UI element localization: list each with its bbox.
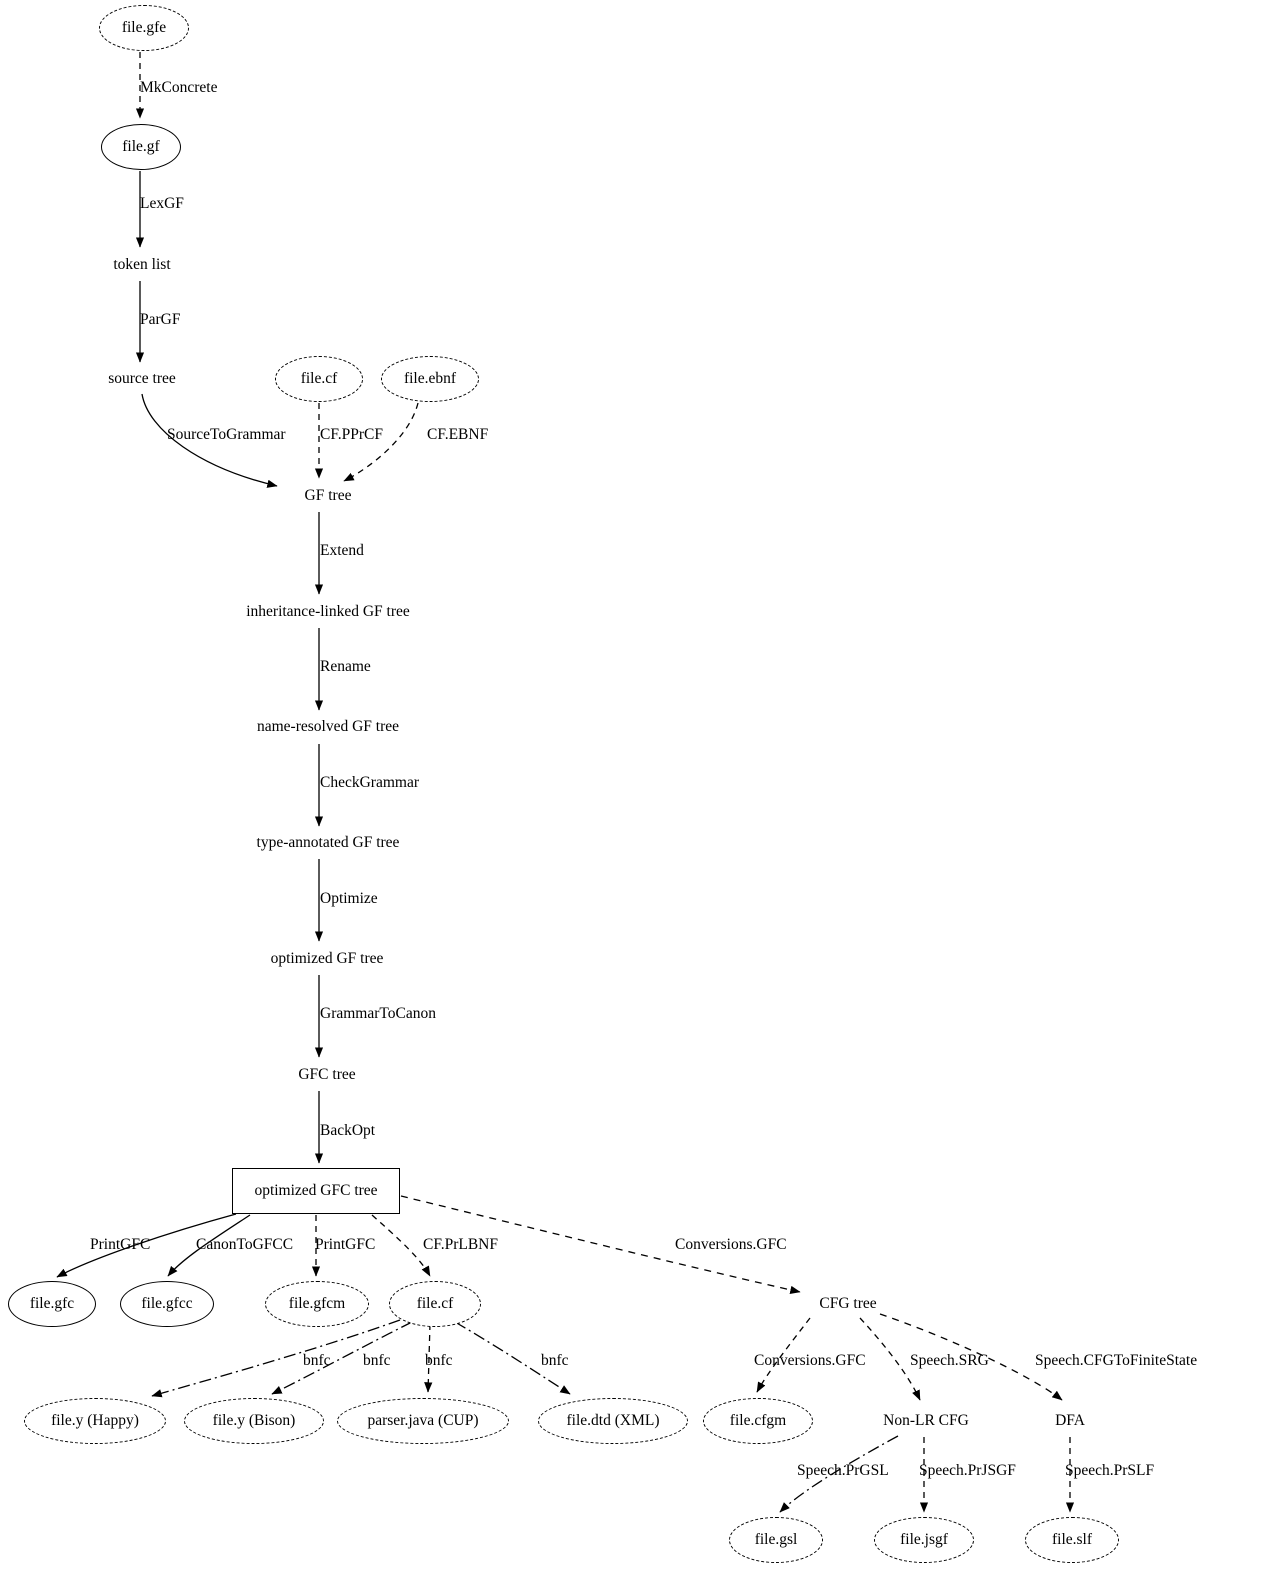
node-cfg-tree: [800, 1292, 896, 1316]
edge-label-speech-prgsl: Speech.PrGSL: [797, 1462, 889, 1479]
node-token-list: [90, 253, 194, 277]
node-label: optimized GFC tree: [254, 1182, 378, 1200]
node-label: file.y (Happy): [51, 1412, 139, 1430]
node-label: inheritance-linked GF tree: [246, 603, 410, 621]
node-label: file.ebnf: [403, 370, 457, 388]
node-label: type-annotated GF tree: [256, 834, 400, 852]
edge-label-bnfc-1: bnfc: [303, 1352, 331, 1369]
node-label: file.dtd (XML): [566, 1412, 660, 1430]
edge-label-sourcetogrammar: SourceToGrammar: [167, 426, 286, 443]
node-label: parser.java (CUP): [367, 1412, 479, 1430]
edge-label-canontogfcc: CanonToGFCC: [196, 1236, 294, 1253]
node-parser-java-cup[interactable]: [337, 1398, 509, 1444]
edge-label-backopt: BackOpt: [320, 1122, 376, 1139]
node-gfc-tree: [277, 1063, 377, 1087]
edge-label-pargf: ParGF: [140, 311, 181, 328]
node-gf-tree: [284, 484, 372, 508]
node-label: file.gfcm: [288, 1295, 346, 1313]
node-label: file.cfgm: [729, 1412, 787, 1430]
edge-label-speech-prjsgf: Speech.PrJSGF: [919, 1462, 1016, 1479]
node-non-lr-cfg: [864, 1409, 988, 1433]
node-file-gfc[interactable]: [8, 1281, 96, 1327]
node-file-gf[interactable]: [101, 124, 181, 170]
edge-label-bnfc-3: bnfc: [425, 1352, 453, 1369]
node-file-jsgf[interactable]: [874, 1517, 974, 1563]
edge-label-conversions-gfc-2: Conversions.GFC: [754, 1352, 866, 1369]
node-file-cfgm[interactable]: [703, 1398, 813, 1444]
node-label: file.cf: [300, 370, 338, 388]
node-label: file.cf: [416, 1295, 454, 1313]
node-file-cf-top[interactable]: [275, 356, 363, 402]
node-optimized-gfc-tree[interactable]: [232, 1168, 400, 1214]
node-file-gfcm[interactable]: [265, 1281, 369, 1327]
node-label: token list: [113, 256, 171, 274]
edge-label-cf-ebnf: CF.EBNF: [427, 426, 489, 443]
edge-label-checkgrammar: CheckGrammar: [320, 774, 419, 791]
edge-cf-prlbnf: [372, 1215, 430, 1276]
node-label: file.y (Bison): [212, 1412, 296, 1430]
node-optimized-gf-tree: [245, 947, 409, 971]
node-label: file.jsgf: [900, 1531, 948, 1549]
node-file-y-bison[interactable]: [184, 1398, 324, 1444]
edge-label-cf-pprcf: CF.PPrCF: [320, 426, 383, 443]
node-label: file.gfc: [29, 1295, 75, 1313]
node-dfa: [1042, 1409, 1098, 1433]
edge-label-mkconcrete: MkConcrete: [140, 79, 218, 96]
node-label: CFG tree: [819, 1295, 877, 1313]
edge-label-extend: Extend: [320, 542, 364, 559]
edge-label-conversions-gfc-1: Conversions.GFC: [675, 1236, 787, 1253]
node-label: file.gfe: [121, 19, 167, 37]
edge-label-bnfc-4: bnfc: [541, 1352, 569, 1369]
node-label: file.gf: [122, 138, 160, 156]
node-label: name-resolved GF tree: [256, 718, 400, 736]
node-label: file.gfcc: [141, 1295, 193, 1313]
edge-label-speech-prslf: Speech.PrSLF: [1065, 1462, 1155, 1479]
node-label: DFA: [1055, 1412, 1085, 1430]
node-file-gfe[interactable]: [99, 5, 189, 51]
node-file-y-happy[interactable]: [24, 1398, 166, 1444]
node-type-annotated-gf-tree: [228, 831, 428, 855]
node-file-gsl[interactable]: [729, 1517, 823, 1563]
node-name-resolved-gf-tree: [228, 715, 428, 739]
edge-bnfc-bison: [272, 1322, 412, 1394]
node-label: file.gsl: [754, 1531, 798, 1549]
node-file-dtd-xml[interactable]: [538, 1398, 688, 1444]
node-file-gfcc[interactable]: [120, 1281, 214, 1327]
node-label: GFC tree: [298, 1066, 356, 1084]
edge-label-printgfc-2: PrintGFC: [315, 1236, 376, 1253]
node-label: Non-LR CFG: [883, 1412, 969, 1430]
node-file-cf-mid[interactable]: [389, 1281, 481, 1327]
edge-label-speech-srg: Speech.SRG: [910, 1352, 989, 1369]
edge-label-rename: Rename: [320, 658, 371, 675]
node-source-tree: [86, 367, 198, 391]
node-label: GF tree: [304, 487, 352, 505]
node-file-slf[interactable]: [1025, 1517, 1119, 1563]
edge-label-printgfc-1: PrintGFC: [90, 1236, 151, 1253]
edge-label-optimize: Optimize: [320, 890, 378, 907]
node-label: source tree: [108, 370, 176, 388]
edge-label-grammartocanon: GrammarToCanon: [320, 1005, 436, 1022]
edge-label-cf-prlbnf: CF.PrLBNF: [423, 1236, 498, 1253]
node-inheritance-linked-gf-tree: [214, 600, 442, 624]
node-label: optimized GF tree: [270, 950, 384, 968]
edge-label-bnfc-2: bnfc: [363, 1352, 391, 1369]
edge-label-lexgf: LexGF: [140, 195, 184, 212]
node-label: file.slf: [1051, 1531, 1093, 1549]
node-file-ebnf[interactable]: [381, 356, 479, 402]
edge-label-speech-cfgtofinitestate: Speech.CFGToFiniteState: [1035, 1352, 1198, 1369]
